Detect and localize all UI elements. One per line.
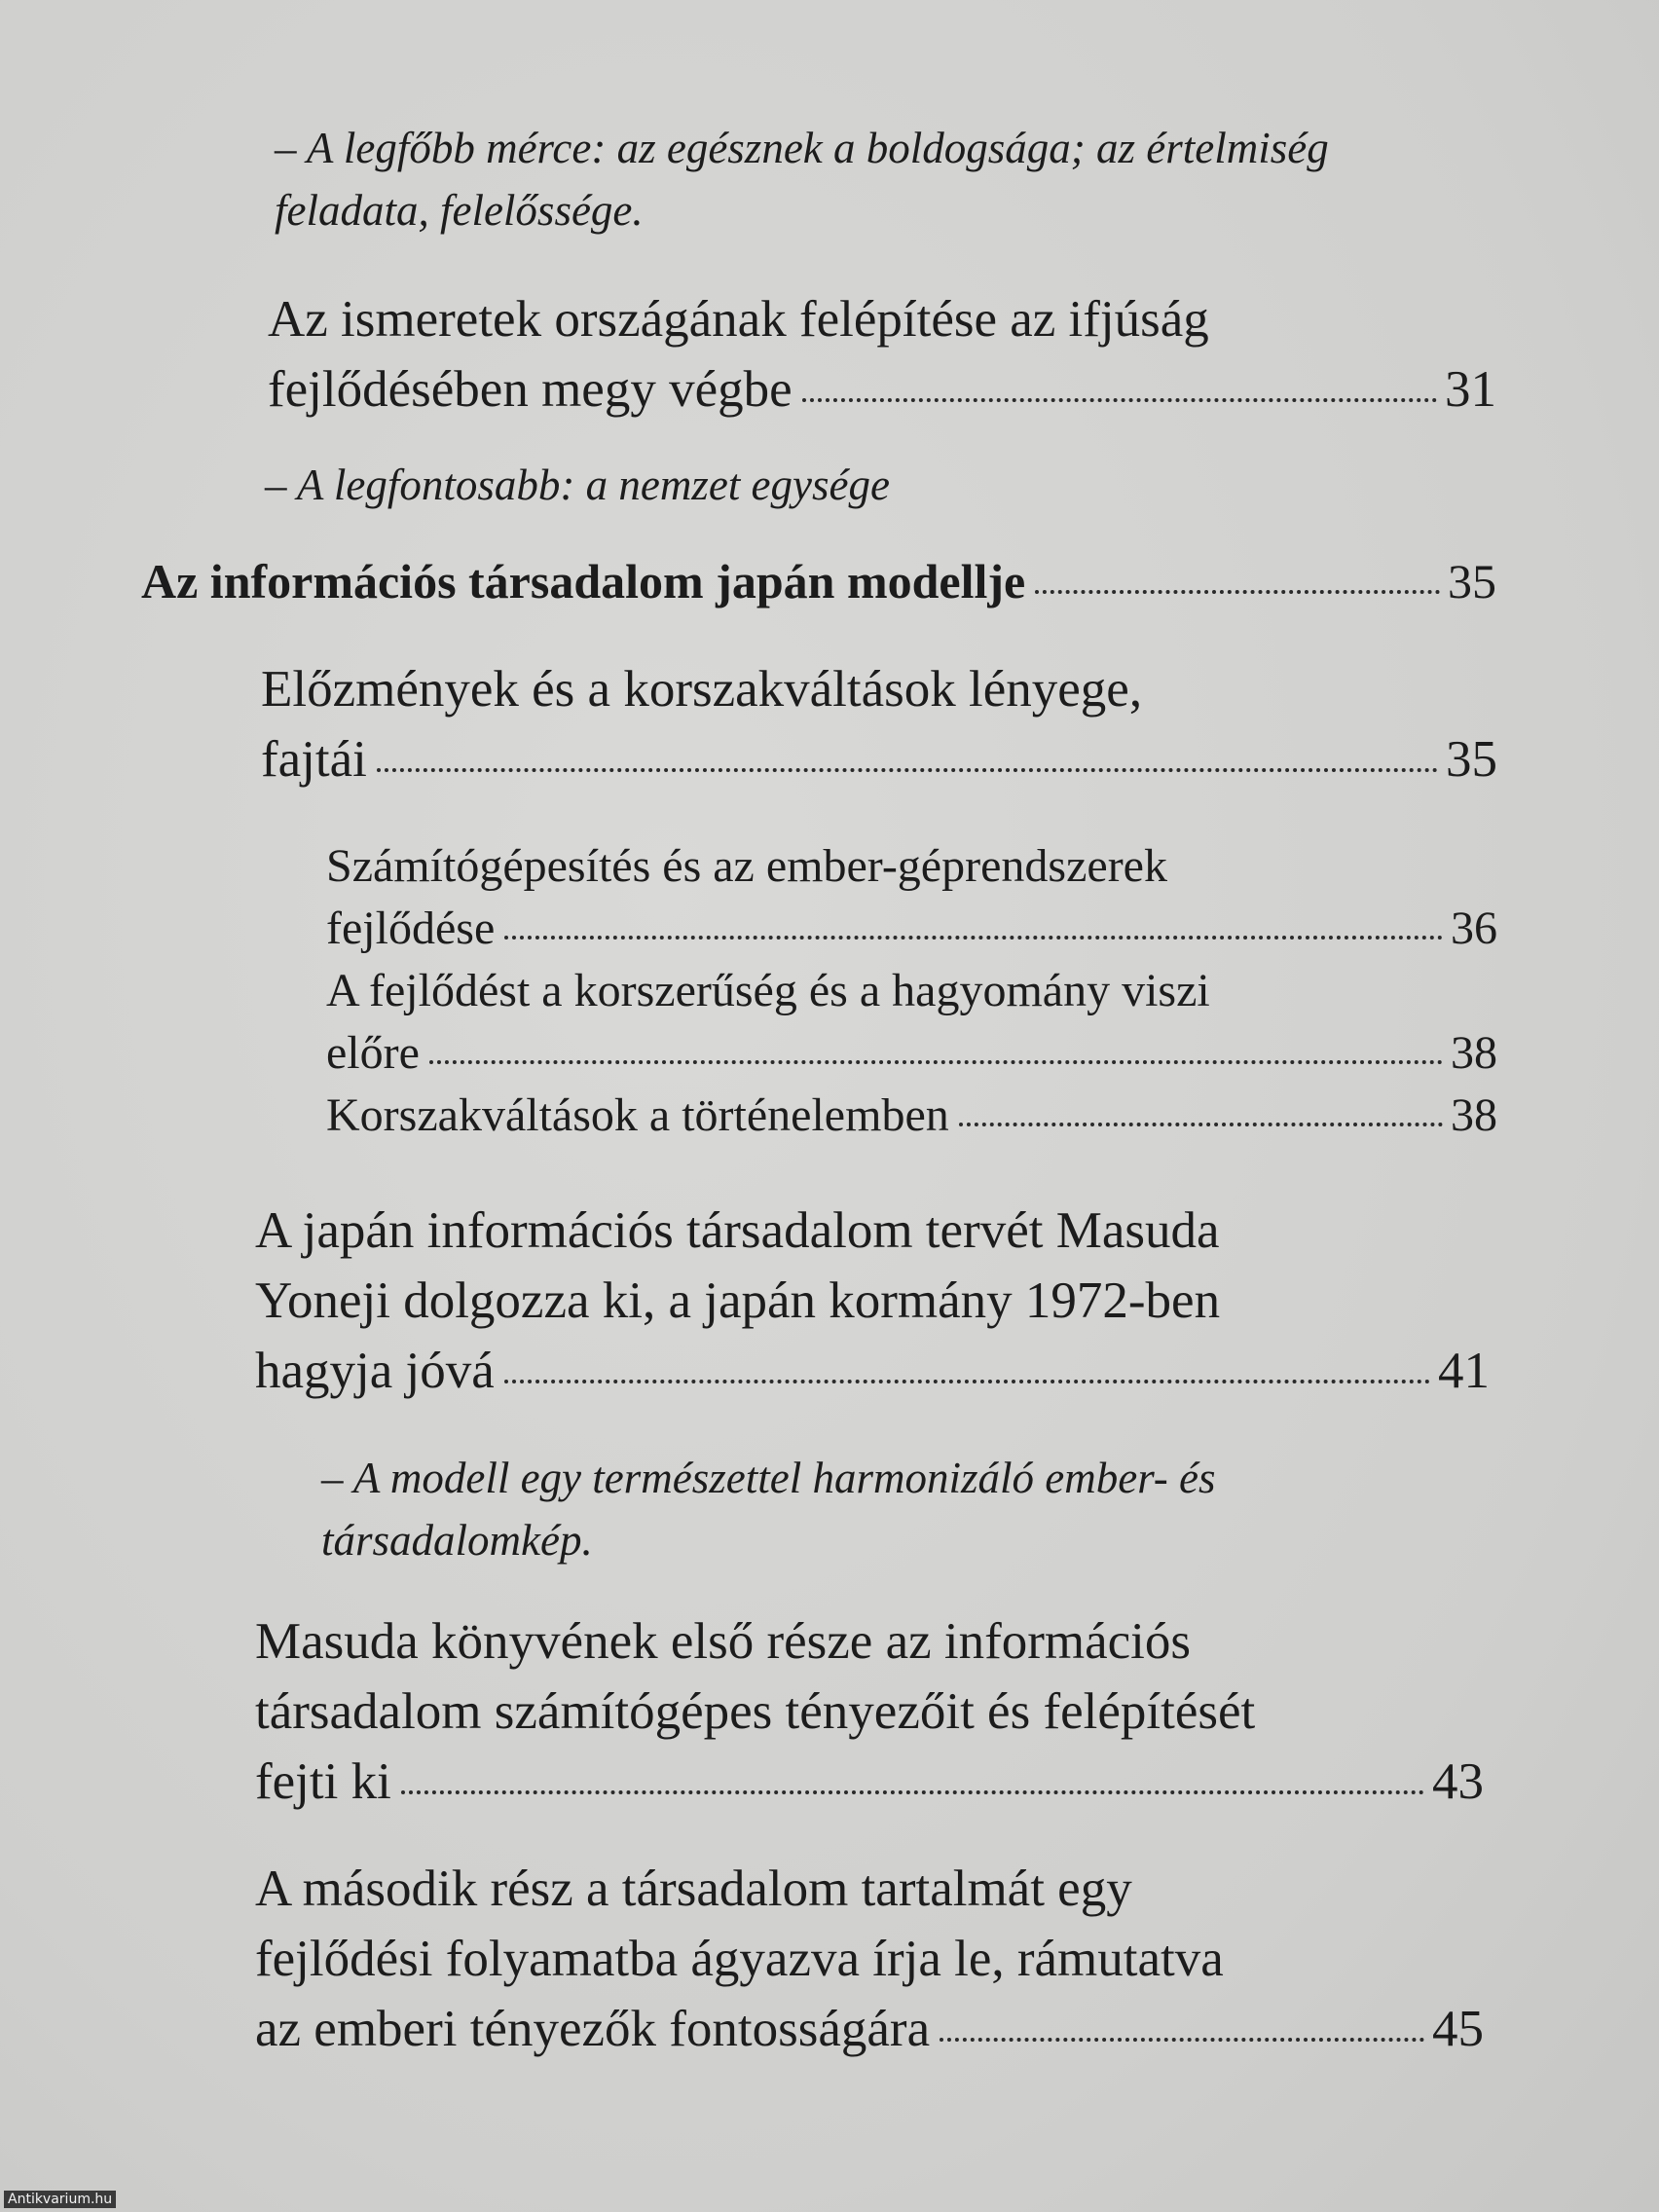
entry-text: fejlődési folyamatba ágyazva írja le, rámutatva [255, 1931, 1224, 1987]
entry-text: A fejlődést a korszerűség és a hagyomány viszi [326, 965, 1210, 1016]
entry-text: fejlődése [326, 903, 496, 954]
subtitle-line: – A legfontosabb: a nemzet egysége [265, 461, 890, 509]
toc-entry [255, 1606, 1484, 1817]
entry-text: előre [326, 1027, 420, 1079]
subtitle-line: – A legfőbb mérce: az egésznek a boldogsága; az értelmiség [275, 124, 1329, 172]
page-number: 35 [1446, 731, 1497, 788]
entry-text: A második rész a társadalom tartalmát egy [255, 1861, 1132, 1917]
entry-text: fejlődésében megy végbe [268, 361, 793, 418]
entry-text: Yoneji dolgozza ki, a japán kormány 1972-ben [255, 1272, 1221, 1329]
entry-text: Számítógépesítés és az ember-géprendszerek [326, 840, 1167, 892]
page-number: 41 [1438, 1343, 1490, 1399]
entry-text: Masuda könyvének első része az információs [255, 1613, 1192, 1670]
page-number: 38 [1451, 1089, 1497, 1141]
subtitle-line: – A modell egy természettel harmonizáló ember- és [321, 1454, 1216, 1502]
toc-entry [255, 1854, 1484, 2064]
entry-text: hagyja jóvá [255, 1343, 495, 1399]
subtitle-line: társadalomkép. [321, 1516, 593, 1565]
toc-subtitle [321, 1447, 1490, 1571]
dot-leader [429, 1060, 1443, 1064]
entry-text: az emberi tényezők fontosságára [255, 2001, 931, 2057]
subtitle-line: feladata, felelőssége. [275, 186, 644, 235]
chapter-title: Az információs társadalom japán modellje [141, 554, 1026, 608]
dot-leader [401, 1790, 1424, 1794]
page-number: 45 [1432, 2001, 1484, 2057]
dot-leader [940, 2038, 1424, 2042]
toc-subtitle [265, 454, 1433, 516]
dot-leader [504, 936, 1443, 940]
toc-subentry [326, 835, 1497, 1147]
entry-text: fejti ki [255, 1753, 391, 1810]
entry-text: Előzmények és a korszakváltások lényege, [261, 661, 1143, 718]
entry-text: fajtái [261, 731, 367, 788]
entry-text: A japán információs társadalom tervét Masuda [255, 1202, 1220, 1259]
page-number: 38 [1451, 1027, 1497, 1079]
dot-leader [377, 768, 1438, 772]
dot-leader [504, 1380, 1430, 1383]
entry-text: Az ismeretek országának felépítése az ifjúság [268, 291, 1209, 348]
dot-leader [802, 398, 1437, 402]
toc-entry [261, 654, 1497, 794]
toc-entry [268, 284, 1496, 424]
page-number: 43 [1432, 1753, 1484, 1810]
dot-leader [1035, 590, 1440, 594]
toc-entry [255, 1196, 1490, 1406]
page-number: 35 [1448, 554, 1496, 608]
toc-subtitle [275, 117, 1443, 241]
dot-leader [959, 1123, 1443, 1126]
page-number: 31 [1445, 361, 1496, 418]
entry-text: Korszakváltások a történelemben [326, 1089, 949, 1141]
watermark-text: Antikvarium.hu [4, 2191, 116, 2208]
entry-text: társadalom számítógépes tényezőit és felépítését [255, 1683, 1256, 1740]
toc-chapter [141, 553, 1496, 609]
page-number: 36 [1451, 903, 1497, 954]
